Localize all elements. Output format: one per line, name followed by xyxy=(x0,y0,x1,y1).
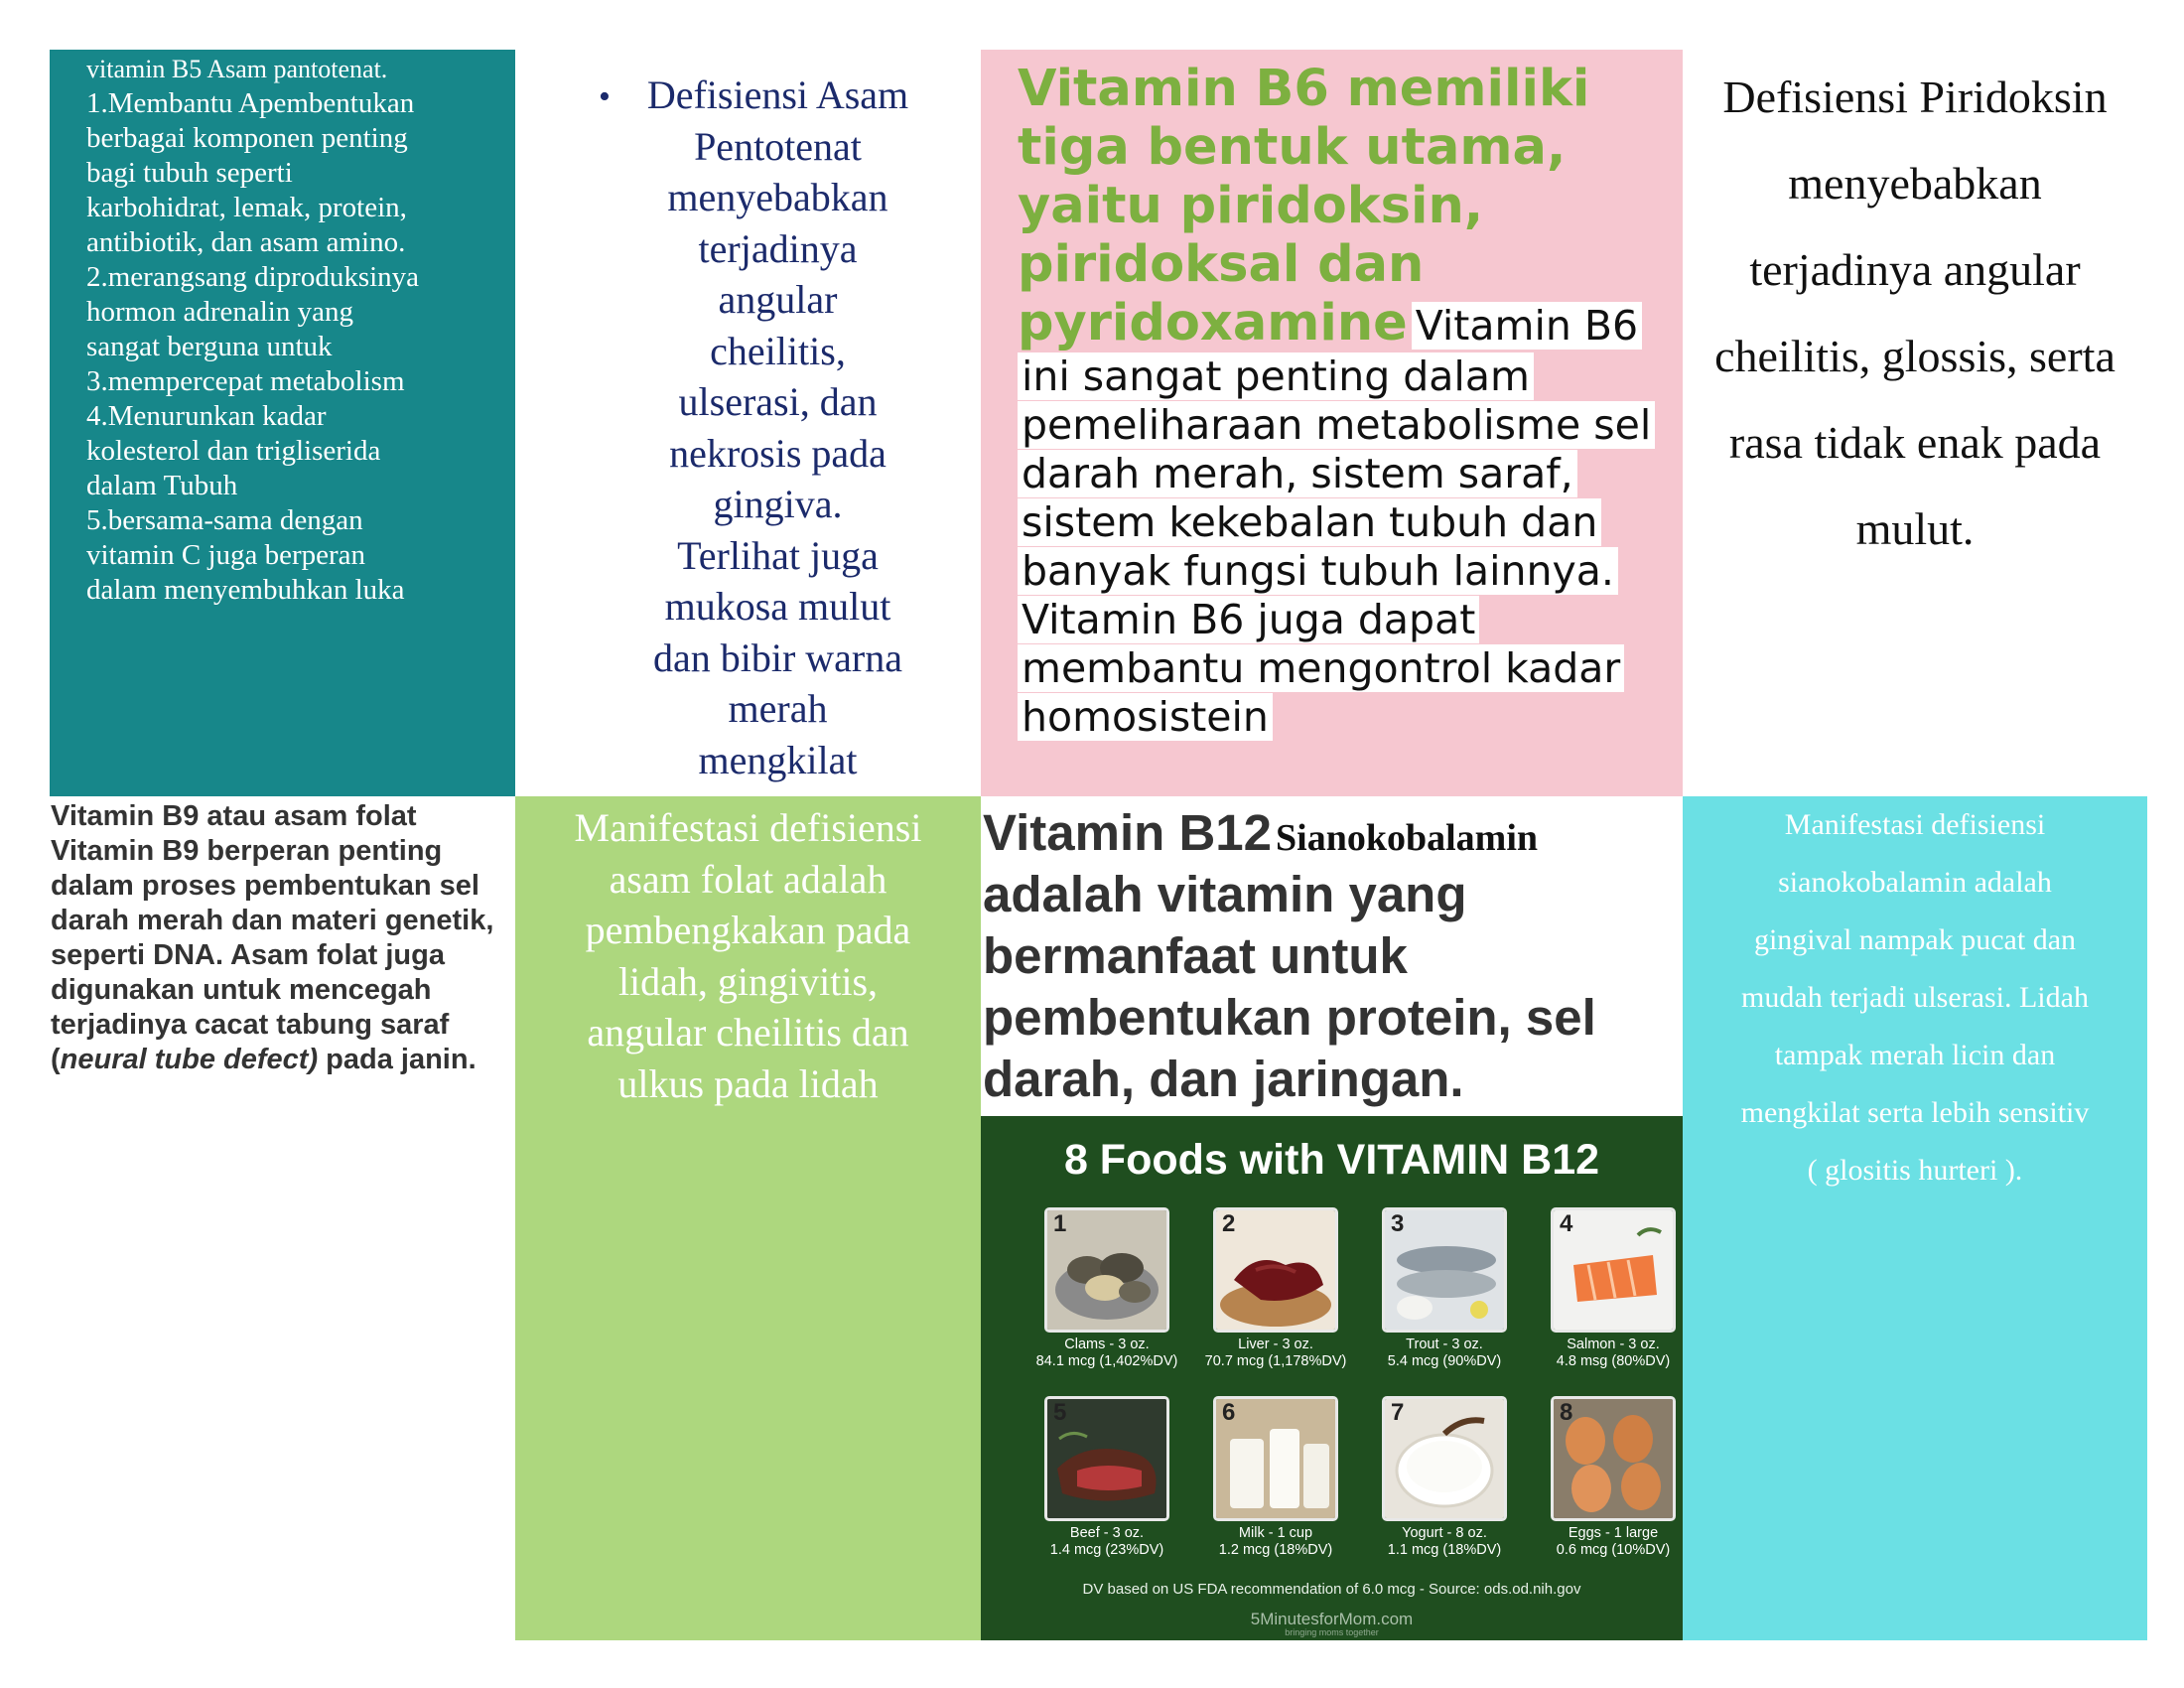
b9-deficiency-line: asam folat adalah xyxy=(609,856,887,902)
b5-line: 4.Menurunkan kadar xyxy=(86,400,327,432)
b6-deficiency-panel xyxy=(1683,50,2147,796)
b6-deficiency-line: mulut. xyxy=(1855,503,1975,554)
food-amount: 5.4 mcg (90%DV) xyxy=(1387,1353,1502,1369)
vitamin-b9-panel xyxy=(50,796,515,1640)
b12-deficiency-line: tampak merah licin dan xyxy=(1774,1039,2056,1071)
b12-subtitle: Sianokobalamin xyxy=(1276,817,1539,859)
yogurt-photo xyxy=(1382,1396,1507,1521)
b5-line: bagi tubuh seperti xyxy=(86,157,293,189)
food-name: Eggs - 1 large xyxy=(1568,1525,1659,1541)
food-amount: 4.8 msg (80%DV) xyxy=(1556,1353,1671,1369)
b5-deficiency-line: mengkilat xyxy=(698,737,858,782)
b12-foods-infographic xyxy=(981,1116,1683,1640)
b5-deficiency-line: Pentotenat xyxy=(694,123,862,169)
b9-deficiency-line: angular cheilitis dan xyxy=(587,1010,909,1055)
b12-deficiency-line: ( glositis hurteri ). xyxy=(1807,1154,2023,1187)
food-item-clams xyxy=(1023,1207,1191,1370)
food-number: 6 xyxy=(1222,1399,1236,1426)
food-name: Beef - 3 oz. xyxy=(1069,1525,1145,1541)
b9-body-start: Vitamin B9 berperan penting dalam proses pembentukan sel darah merah dan materi genetik, seperti DNA. Asam folat juga digunakan untuk mencegah terjadinya cacat tabung saraf ( xyxy=(51,835,494,1075)
b5-line: antibiotik, dan asam amino. xyxy=(86,226,406,258)
b5-deficiency-line: dan bibir warna xyxy=(652,634,902,680)
b5-line: kolesterol dan trigliserida xyxy=(86,435,381,467)
logo-text: 5MinutesforMom.com xyxy=(1250,1610,1414,1628)
food-amount: 70.7 mcg (1,178%DV) xyxy=(1204,1353,1347,1369)
b5-line: dalam menyembuhkan luka xyxy=(86,574,405,606)
food-number: 8 xyxy=(1560,1399,1573,1426)
b5-line: 1.Membantu Apembentukan xyxy=(86,87,415,119)
b5-deficiency-line: terjadinya xyxy=(698,225,858,271)
eggs-photo xyxy=(1551,1396,1676,1521)
b5-line: vitamin C juga berperan xyxy=(86,539,366,571)
b12-title: Vitamin B12 xyxy=(983,804,1273,861)
food-name: Liver - 3 oz. xyxy=(1238,1336,1313,1352)
food-amount: 84.1 mcg (1,402%DV) xyxy=(1035,1353,1178,1369)
b5-line: vitamin B5 Asam pantotenat. xyxy=(86,55,388,83)
food-name: Milk - 1 cup xyxy=(1238,1525,1313,1541)
food-amount: 1.4 mcg (23%DV) xyxy=(1049,1542,1164,1558)
infographic-title: 8 Foods with VITAMIN B12 xyxy=(1063,1136,1600,1184)
b9-deficiency-line: Manifestasi defisiensi xyxy=(574,805,922,850)
beef-photo xyxy=(1044,1396,1169,1521)
b9-deficiency-line: ulkus pada lidah xyxy=(617,1060,879,1106)
food-number: 3 xyxy=(1391,1210,1405,1237)
b9-body-end: pada janin. xyxy=(318,1044,477,1075)
b6-deficiency-line: menyebabkan xyxy=(1788,158,2042,209)
b6-heading: Vitamin B6 memiliki tiga bentuk utama, yaitu piridoksin, piridoksal dan pyridoxamine xyxy=(1018,60,1590,352)
b5-line: sangat berguna untuk xyxy=(86,331,333,362)
b9-body xyxy=(51,834,507,1077)
liver-photo xyxy=(1213,1207,1338,1333)
food-number: 4 xyxy=(1560,1210,1573,1237)
clams-photo xyxy=(1044,1207,1169,1333)
b9-deficiency-line: pembengkakan pada xyxy=(585,908,911,952)
food-item-salmon xyxy=(1529,1207,1683,1370)
b9-title: Vitamin B9 atau asam folat xyxy=(51,800,417,832)
source-logo xyxy=(981,1610,1683,1637)
b12-deficiency-line: mudah terjadi ulserasi. Lidah xyxy=(1741,981,2089,1014)
food-item-trout xyxy=(1360,1207,1529,1370)
food-number: 7 xyxy=(1391,1399,1405,1426)
b5-deficiency-line: cheilitis, xyxy=(710,328,846,373)
b12-body: adalah vitamin yang bermanfaat untuk pembentukan protein, sel darah, dan jaringan. xyxy=(983,866,1596,1107)
food-item-liver xyxy=(1191,1207,1360,1370)
b5-line: hormon adrenalin yang xyxy=(86,296,353,328)
b6-body: Vitamin B6 ini sangat penting dalam pemeliharaan metabolisme sel darah merah, sistem saraf, sistem kekebalan tubuh dan banyak fungsi tubuh lainnya. Vitamin B6 juga dapat membantu mengontrol kadar homosistein xyxy=(1018,302,1655,741)
b5-deficiency-line: Terlihat juga xyxy=(677,532,879,578)
vitamin-b5-panel xyxy=(50,50,515,796)
salmon-photo xyxy=(1551,1207,1676,1333)
b5-deficiency-line: Defisiensi Asam xyxy=(646,72,909,117)
b6-deficiency-line: terjadinya angular xyxy=(1749,244,2081,295)
food-name: Salmon - 3 oz. xyxy=(1567,1336,1660,1352)
food-item-beef xyxy=(1023,1396,1191,1559)
b12-deficiency-line: gingival nampak pucat dan xyxy=(1753,923,2077,956)
b12-deficiency-panel xyxy=(1683,796,2147,1640)
b6-deficiency-line: rasa tidak enak pada xyxy=(1728,417,2102,468)
b5-deficiency-line: merah xyxy=(728,686,828,731)
food-number: 2 xyxy=(1222,1210,1236,1237)
b9-deficiency-panel xyxy=(515,796,981,1640)
food-name: Clams - 3 oz. xyxy=(1064,1336,1150,1352)
food-amount: 0.6 mcg (10%DV) xyxy=(1556,1542,1671,1558)
b5-line: 2.merangsang diproduksinya xyxy=(86,261,420,293)
b5-deficiency-line: menyebabkan xyxy=(667,175,888,219)
b5-line: dalam Tubuh xyxy=(86,470,238,501)
food-name: Trout - 3 oz. xyxy=(1406,1336,1483,1352)
food-item-yogurt xyxy=(1360,1396,1529,1559)
food-name: Yogurt - 8 oz. xyxy=(1402,1525,1487,1541)
infographic-footnote: DV based on US FDA recommendation of 6.0 mcg - Source: ods.od.nih.gov xyxy=(1082,1581,1581,1598)
b5-line: berbagai komponen penting xyxy=(86,122,408,154)
b6-deficiency-line: cheilitis, glossis, serta xyxy=(1714,331,2116,381)
b5-line: 3.mempercepat metabolism xyxy=(86,365,405,397)
logo-tagline: bringing moms together xyxy=(1285,1627,1379,1637)
b6-body-wrapper xyxy=(1018,302,1655,741)
b12-deficiency-line: Manifestasi defisiensi xyxy=(1784,808,2046,841)
vitamin-b6-panel xyxy=(981,50,1683,796)
b5-line: 5.bersama-sama dengan xyxy=(86,504,363,536)
bullet-point: • xyxy=(599,78,611,115)
trout-photo xyxy=(1382,1207,1507,1333)
b9-deficiency-line: lidah, gingivitis, xyxy=(617,958,879,1004)
food-amount: 1.1 mcg (18%DV) xyxy=(1387,1542,1502,1558)
b5-deficiency-line: gingiva. xyxy=(713,482,843,526)
vitamin-b12-panel xyxy=(981,796,1683,1116)
food-number: 1 xyxy=(1053,1210,1067,1237)
food-item-milk xyxy=(1191,1396,1360,1559)
food-item-eggs xyxy=(1529,1396,1683,1559)
b6-deficiency-line: Defisiensi Piridoksin xyxy=(1722,71,2108,122)
b5-deficiency-line: angular xyxy=(718,277,838,322)
food-amount: 1.2 mcg (18%DV) xyxy=(1218,1542,1333,1558)
milk-photo xyxy=(1213,1396,1338,1521)
b12-deficiency-line: sianokobalamin adalah xyxy=(1778,866,2052,899)
b12-deficiency-line: mengkilat serta lebih sensitiv xyxy=(1740,1096,2090,1129)
food-number: 5 xyxy=(1053,1399,1067,1426)
b5-deficiency-line: mukosa mulut xyxy=(664,584,891,629)
b5-deficiency-panel xyxy=(515,50,981,796)
b9-body-italic: neural tube defect) xyxy=(60,1044,319,1075)
b5-deficiency-line: ulserasi, dan xyxy=(678,379,878,424)
b5-line: karbohidrat, lemak, protein, xyxy=(86,192,407,223)
b5-deficiency-line: nekrosis pada xyxy=(669,430,887,476)
